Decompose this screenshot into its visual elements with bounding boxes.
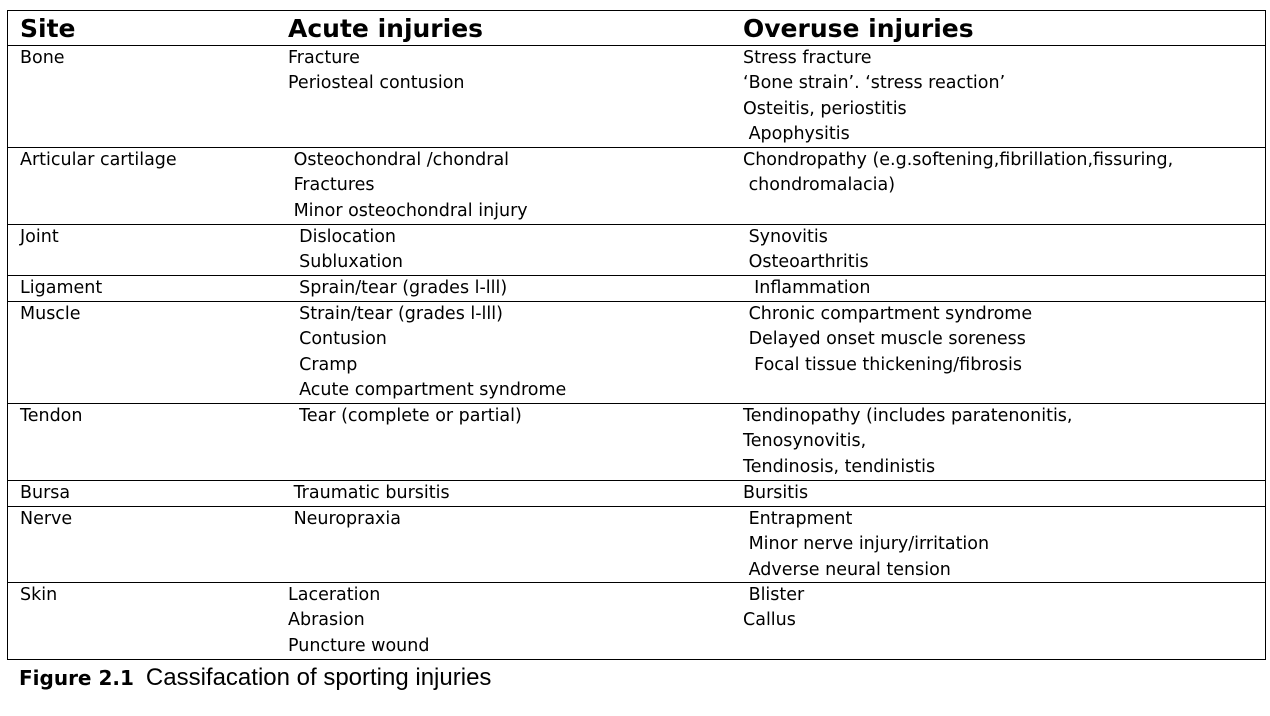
acute-cell: [286, 225, 741, 275]
table-row: [8, 583, 1265, 660]
overuse-injury-item: Delayed onset muscle soreness: [743, 329, 1026, 350]
overuse-injury-item: Tenosynovitis,: [743, 431, 867, 452]
figure-label: Figure 2.1: [19, 666, 134, 690]
acute-injury-item: Cramp: [288, 354, 358, 375]
overuse-injury-item: Adverse neural tension: [743, 559, 951, 580]
site-label: Muscle: [20, 304, 81, 324]
acute-injury-item: Sprain/tear (grades l-lll): [288, 278, 508, 298]
injury-classification-table: [7, 10, 1266, 660]
overuse-cell: [741, 148, 1265, 224]
overuse-injury-item: Tendinosis, tendinistis: [743, 456, 936, 477]
acute-injury-item: Laceration: [288, 585, 381, 605]
site-cell: [8, 225, 286, 275]
overuse-injury-item: Osteoarthritis: [743, 252, 869, 273]
site-label: Articular cartilage: [20, 150, 177, 170]
acute-cell: [286, 276, 741, 301]
overuse-cell: [741, 404, 1265, 480]
overuse-injury-item: Callus: [743, 610, 796, 631]
site-label: Bursa: [20, 483, 71, 503]
table-row: [8, 507, 1265, 583]
overuse-cell: [741, 583, 1265, 659]
site-label: Tendon: [20, 406, 83, 426]
table-row: [8, 276, 1265, 302]
acute-cell: [286, 583, 741, 659]
acute-cell: [286, 404, 741, 480]
header-overuse-injuries: Overuse injuries: [743, 14, 974, 43]
table-header: [8, 11, 1265, 46]
site-cell: [8, 148, 286, 224]
site-cell: [8, 276, 286, 301]
acute-injury-item: Osteochondral /chondral: [288, 150, 510, 170]
acute-cell: [286, 507, 741, 582]
table-row: [8, 302, 1265, 404]
acute-injury-item: Strain/tear (grades l-lll): [288, 304, 503, 324]
acute-cell: [286, 481, 741, 506]
site-label: Bone: [20, 48, 65, 68]
acute-cell: [286, 302, 741, 403]
overuse-injury-item: Minor nerve injury/irritation: [743, 534, 990, 555]
acute-injury-item: Neuropraxia: [288, 509, 401, 529]
site-label: Joint: [20, 227, 59, 247]
table-row: [8, 404, 1265, 481]
acute-injury-item: Fracture: [288, 48, 360, 68]
table-row: [8, 481, 1265, 507]
overuse-injury-item: Inflammation: [743, 278, 871, 298]
acute-injury-item: Dislocation: [288, 227, 397, 247]
overuse-injury-item: Stress fracture: [743, 48, 872, 68]
acute-injury-item: Periosteal contusion: [288, 73, 465, 94]
overuse-injury-item: Osteitis, periostitis: [743, 98, 907, 119]
overuse-injury-item: Bursitis: [743, 483, 809, 503]
overuse-cell: [741, 46, 1265, 147]
acute-cell: [286, 148, 741, 224]
header-site: Site: [20, 14, 76, 43]
overuse-cell: [741, 225, 1265, 275]
header-acute-injuries: Acute injuries: [288, 14, 484, 43]
table-row: [8, 225, 1265, 276]
overuse-injury-item: chondromalacia): [743, 175, 896, 196]
site-cell: [8, 481, 286, 506]
overuse-injury-item: Apophysitis: [743, 123, 850, 144]
acute-injury-item: Traumatic bursitis: [288, 483, 450, 503]
overuse-cell: [741, 302, 1265, 403]
overuse-injury-item: Focal tissue thickening/fibrosis: [743, 354, 1022, 375]
overuse-injury-item: Tendinopathy (includes paratenonitis,: [743, 406, 1073, 426]
acute-injury-item: Tear (complete or partial): [288, 406, 522, 426]
acute-injury-item: Acute compartment syndrome: [288, 379, 567, 400]
acute-injury-item: Fractures: [288, 175, 375, 196]
figure-caption: [19, 662, 491, 694]
acute-injury-item: Abrasion: [288, 610, 365, 631]
site-label: Ligament: [20, 278, 103, 298]
acute-injury-item: Contusion: [288, 329, 387, 350]
overuse-injury-item: Blister: [743, 585, 805, 605]
site-cell: [8, 583, 286, 659]
figure-caption-text: Cassifacation of sporting injuries: [145, 664, 492, 691]
site-label: Skin: [20, 585, 58, 605]
site-cell: [8, 302, 286, 403]
site-cell: [8, 404, 286, 480]
overuse-injury-item: Chondropathy (e.g.softening,fibrillation,fissuring,: [743, 150, 1174, 170]
table-row: [8, 148, 1265, 225]
acute-injury-item: Minor osteochondral injury: [288, 200, 528, 221]
overuse-cell: [741, 507, 1265, 582]
table-row: [8, 46, 1265, 148]
site-label: Nerve: [20, 509, 73, 529]
overuse-injury-item: Chronic compartment syndrome: [743, 304, 1033, 324]
site-cell: [8, 507, 286, 582]
overuse-cell: [741, 276, 1265, 301]
acute-cell: [286, 46, 741, 147]
overuse-injury-item: ‘Bone strain’. ‘stress reaction’: [743, 73, 1006, 94]
table-body: [8, 46, 1265, 660]
acute-injury-item: Puncture wound: [288, 635, 430, 656]
overuse-injury-item: Entrapment: [743, 509, 853, 529]
site-cell: [8, 46, 286, 147]
overuse-injury-item: Synovitis: [743, 227, 828, 247]
overuse-cell: [741, 481, 1265, 506]
acute-injury-item: Subluxation: [288, 252, 403, 273]
